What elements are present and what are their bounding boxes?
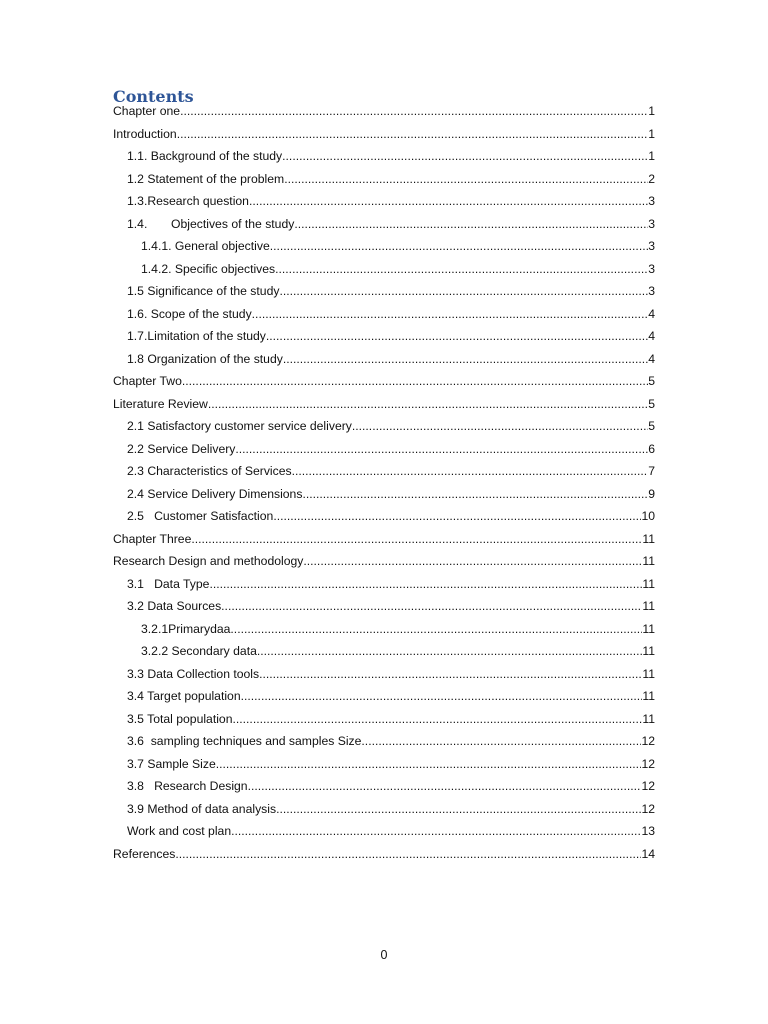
toc-entry-title: Research Design and methodology [113, 554, 304, 568]
toc-entry-page-number: 14 [641, 846, 655, 861]
toc-entry-page-number: 7 [648, 464, 655, 478]
footer-page-number: 0 [380, 948, 388, 962]
toc-entry[interactable] [113, 734, 655, 757]
toc-entry-page-number: 4 [648, 306, 655, 321]
dot-leader [257, 644, 642, 658]
toc-entry[interactable] [113, 284, 655, 307]
dot-leader [294, 217, 648, 231]
toc-entry[interactable] [113, 554, 655, 577]
toc-entry-title: 1.2 Statement of the problem [127, 171, 285, 186]
toc-entry-page-number: 3 [648, 239, 655, 253]
toc-entry[interactable] [113, 757, 655, 780]
toc-entry-page-number: 11 [642, 531, 655, 546]
toc-entry-title: Chapter Two [113, 374, 182, 388]
toc-entry[interactable] [113, 442, 655, 465]
toc-entry-page-number: 4 [648, 351, 655, 366]
dot-leader [279, 284, 648, 298]
dot-leader [275, 262, 648, 276]
toc-entry-page-number: 12 [641, 779, 655, 793]
toc-entry[interactable] [113, 599, 655, 622]
toc-entry-title: 1.8 Organization of the study [127, 351, 283, 366]
dot-leader [175, 847, 641, 861]
toc-entry-page-number: 1 [648, 149, 655, 163]
toc-entry-title: Literature Review [113, 396, 208, 411]
table-of-contents [113, 104, 655, 869]
toc-entry-title: 1.6. Scope of the study [127, 306, 252, 321]
toc-entry-title: 3.2.2 Secondary data [141, 644, 257, 658]
dot-leader [292, 464, 649, 478]
toc-entry[interactable] [113, 397, 655, 420]
toc-entry-title: 3.1 Data Type [127, 576, 210, 591]
dot-leader [182, 374, 648, 388]
toc-entry-page-number: 11 [642, 576, 655, 591]
toc-entry[interactable] [113, 127, 655, 150]
toc-entry[interactable] [113, 374, 655, 397]
dot-leader [180, 104, 648, 118]
toc-entry-title: 1.7.Limitation of the study [127, 329, 266, 343]
toc-entry-title: 2.4 Service Delivery Dimensions [127, 486, 303, 501]
toc-entry-page-number: 12 [641, 734, 655, 748]
toc-entry-title: 1.4. Objectives of the study [127, 216, 295, 231]
dot-leader [252, 307, 649, 321]
dot-leader [231, 824, 641, 838]
toc-entry-page-number: 1 [648, 126, 655, 141]
toc-entry-title: 3.5 Total population [127, 711, 233, 726]
toc-entry[interactable] [113, 104, 655, 127]
toc-entry-title: 3.9 Method of data analysis [127, 801, 277, 816]
toc-entry-page-number: 11 [642, 666, 655, 681]
toc-entry-title: 3.2.1Primarydaa [141, 621, 231, 636]
dot-leader [259, 667, 642, 681]
toc-entry[interactable] [113, 464, 655, 487]
toc-entry[interactable] [113, 352, 655, 375]
dot-leader [276, 802, 641, 816]
toc-entry-title: Introduction [113, 126, 177, 141]
toc-entry-title: 1.4.1. General objective [141, 239, 270, 253]
toc-entry-page-number: 11 [642, 644, 655, 658]
toc-entry[interactable] [113, 622, 655, 645]
toc-entry[interactable] [113, 532, 655, 555]
toc-entry-title: 3.2 Data Sources [127, 599, 222, 613]
toc-entry[interactable] [113, 509, 655, 532]
dot-leader [248, 779, 642, 793]
toc-entry[interactable] [113, 262, 655, 285]
toc-entry-page-number: 9 [648, 486, 655, 501]
toc-entry[interactable] [113, 172, 655, 195]
dot-leader [233, 712, 643, 726]
toc-entry-title: 1.1. Background of the study [127, 149, 283, 163]
toc-entry-title: Work and cost plan [127, 824, 232, 838]
toc-entry[interactable] [113, 149, 655, 172]
toc-entry-page-number: 11 [642, 689, 655, 703]
toc-entry-page-number: 4 [648, 329, 655, 343]
toc-entry-page-number: 5 [648, 374, 655, 388]
toc-entry-page-number: 6 [648, 441, 655, 456]
toc-entry-page-number: 12 [641, 801, 655, 816]
dot-leader [235, 442, 648, 456]
toc-entry[interactable] [113, 217, 655, 240]
toc-entry-title: 1.3.Research question [127, 194, 249, 208]
toc-entry-page-number: 5 [648, 396, 655, 411]
toc-entry-title: Chapter Three [113, 531, 192, 546]
dot-leader [191, 532, 642, 546]
dot-leader [352, 419, 648, 433]
toc-entry-page-number: 3 [648, 261, 655, 276]
toc-entry-title: 3.8 Research Design [127, 779, 248, 793]
toc-entry-title: 1.5 Significance of the study [127, 284, 280, 298]
toc-entry[interactable] [113, 689, 655, 712]
toc-entry[interactable] [113, 644, 655, 667]
toc-entry[interactable] [113, 329, 655, 352]
toc-entry-page-number: 3 [648, 194, 655, 208]
dot-leader [302, 487, 648, 501]
toc-entry-title: References [113, 846, 176, 861]
toc-entry[interactable] [113, 577, 655, 600]
toc-entry-page-number: 5 [648, 419, 655, 433]
dot-leader [282, 149, 648, 163]
toc-entry[interactable] [113, 847, 655, 870]
dot-leader [177, 127, 649, 141]
toc-heading: Contents [113, 87, 194, 106]
toc-entry[interactable] [113, 802, 655, 825]
toc-entry-title: 3.6 sampling techniques and samples Size [127, 734, 362, 748]
dot-leader [266, 329, 648, 343]
toc-entry[interactable] [113, 824, 655, 847]
toc-entry[interactable] [113, 667, 655, 690]
dot-leader [208, 397, 648, 411]
toc-entry-page-number: 2 [648, 171, 655, 186]
toc-entry-page-number: 11 [642, 554, 655, 568]
dot-leader [273, 509, 641, 523]
dot-leader [221, 599, 642, 613]
toc-entry-title: Chapter one [113, 104, 181, 118]
toc-entry-title: 2.5 Customer Satisfaction [127, 509, 274, 523]
toc-entry-title: 1.4.2. Specific objectives [141, 261, 276, 276]
dot-leader [209, 577, 642, 591]
dot-leader [249, 194, 648, 208]
toc-entry[interactable] [113, 779, 655, 802]
dot-leader [241, 689, 643, 703]
toc-entry-page-number: 3 [648, 216, 655, 231]
dot-leader [270, 239, 648, 253]
toc-entry-title: 2.1 Satisfactory customer service delivery [127, 419, 352, 433]
toc-entry-page-number: 11 [642, 711, 655, 726]
toc-entry-page-number: 11 [642, 621, 655, 636]
toc-entry[interactable] [113, 239, 655, 262]
toc-entry-page-number: 3 [648, 284, 655, 298]
toc-entry-title: 3.3 Data Collection tools [127, 666, 260, 681]
toc-entry-page-number: 12 [641, 756, 655, 771]
dot-leader [230, 622, 642, 636]
toc-entry[interactable] [113, 307, 655, 330]
toc-entry-title: 3.7 Sample Size [127, 756, 216, 771]
dot-leader [361, 734, 641, 748]
toc-entry-title: 2.2 Service Delivery [127, 441, 236, 456]
toc-entry[interactable] [113, 194, 655, 217]
toc-entry-page-number: 10 [641, 509, 655, 523]
dot-leader [284, 172, 648, 186]
toc-entry[interactable] [113, 487, 655, 510]
toc-entry-page-number: 11 [642, 599, 655, 613]
toc-entry-title: 2.3 Characteristics of Services [127, 464, 292, 478]
toc-entry-title: 3.4 Target population [127, 689, 241, 703]
toc-entry[interactable] [113, 712, 655, 735]
dot-leader [303, 554, 642, 568]
toc-entry-page-number: 13 [641, 824, 655, 838]
dot-leader [216, 757, 642, 771]
dot-leader [283, 352, 648, 366]
toc-entry-page-number: 1 [648, 104, 655, 118]
toc-entry[interactable] [113, 419, 655, 442]
